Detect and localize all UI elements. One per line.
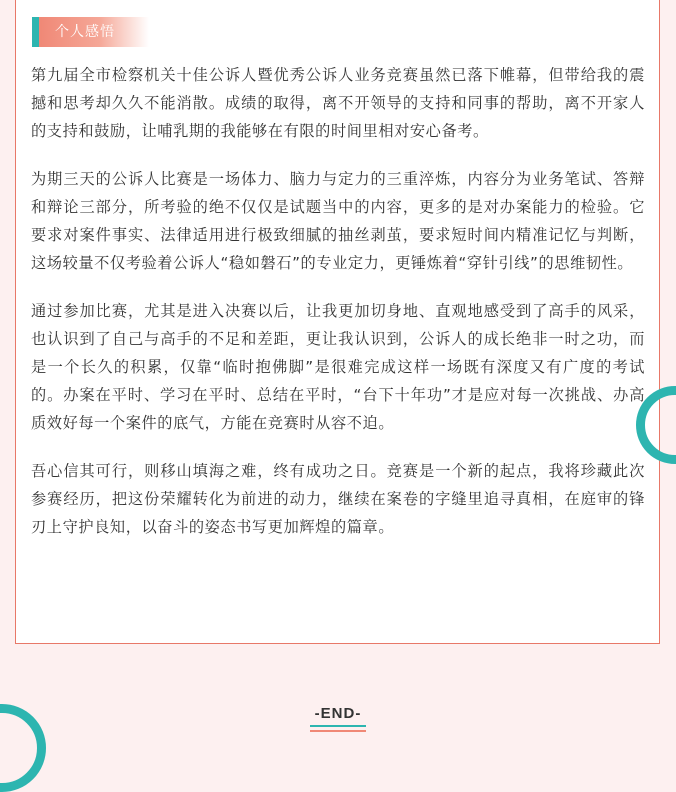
section-accent-bar <box>32 17 39 47</box>
paragraph-1: 第九届全市检察机关十佳公诉人暨优秀公诉人业务竞赛虽然已落下帷幕，但带给我的震撼和思考却久久不能消散。成绩的取得，离不开领导的支持和同事的帮助，离不开家人的支持和鼓励，让哺乳期的我能够在有限的时间里相对安心备考。 <box>31 66 645 140</box>
article-body <box>31 61 645 561</box>
paragraph-3: 通过参加比赛，尤其是进入决赛以后，让我更加切身地、直观地感受到了高手的风采，也认识到了自己与高手的不足和差距，更让我认识到，公诉人的成长绝非一时之功，而是一个长久的积累，仅靠“临时抱佛脚”是很难完成这样一场既有深度又有广度的考试的。办案在平时、学习在平时、总结在平时，“台下十年功”才是应对每一次挑战、办高质效好每一个案件的底气，方能在竞赛时从容不迫。 <box>31 302 645 432</box>
article-card <box>15 0 660 644</box>
paragraph-4: 吾心信其可行，则移山填海之难，终有成功之日。竞赛是一个新的起点，我将珍藏此次参赛经历，把这份荣耀转化为前进的动力，继续在案卷的字缝里追寻真相，在庭审的锋刃上守护良知，以奋斗的姿态书写更加辉煌的篇章。 <box>31 462 645 536</box>
end-underline-teal <box>310 725 366 727</box>
section-header <box>32 17 149 47</box>
paragraph-2: 为期三天的公诉人比赛是一场体力、脑力与定力的三重淬炼，内容分为业务笔试、答辩和辩论三部分，所考验的绝不仅仅是试题当中的内容，更多的是对办案能力的检验。它要求对案件事实、法律适用进行极致细腻的抽丝剥茧，要求短时间内精准记忆与判断，这场较量不仅考验着公诉人“稳如磐石”的专业定力，更锤炼着“穿针引线”的思维韧性。 <box>31 170 645 272</box>
end-underline <box>310 725 366 732</box>
end-marker <box>0 703 676 732</box>
section-title: 个人感悟 <box>39 17 149 47</box>
end-underline-coral <box>310 730 366 732</box>
end-label: -END- <box>314 705 362 722</box>
